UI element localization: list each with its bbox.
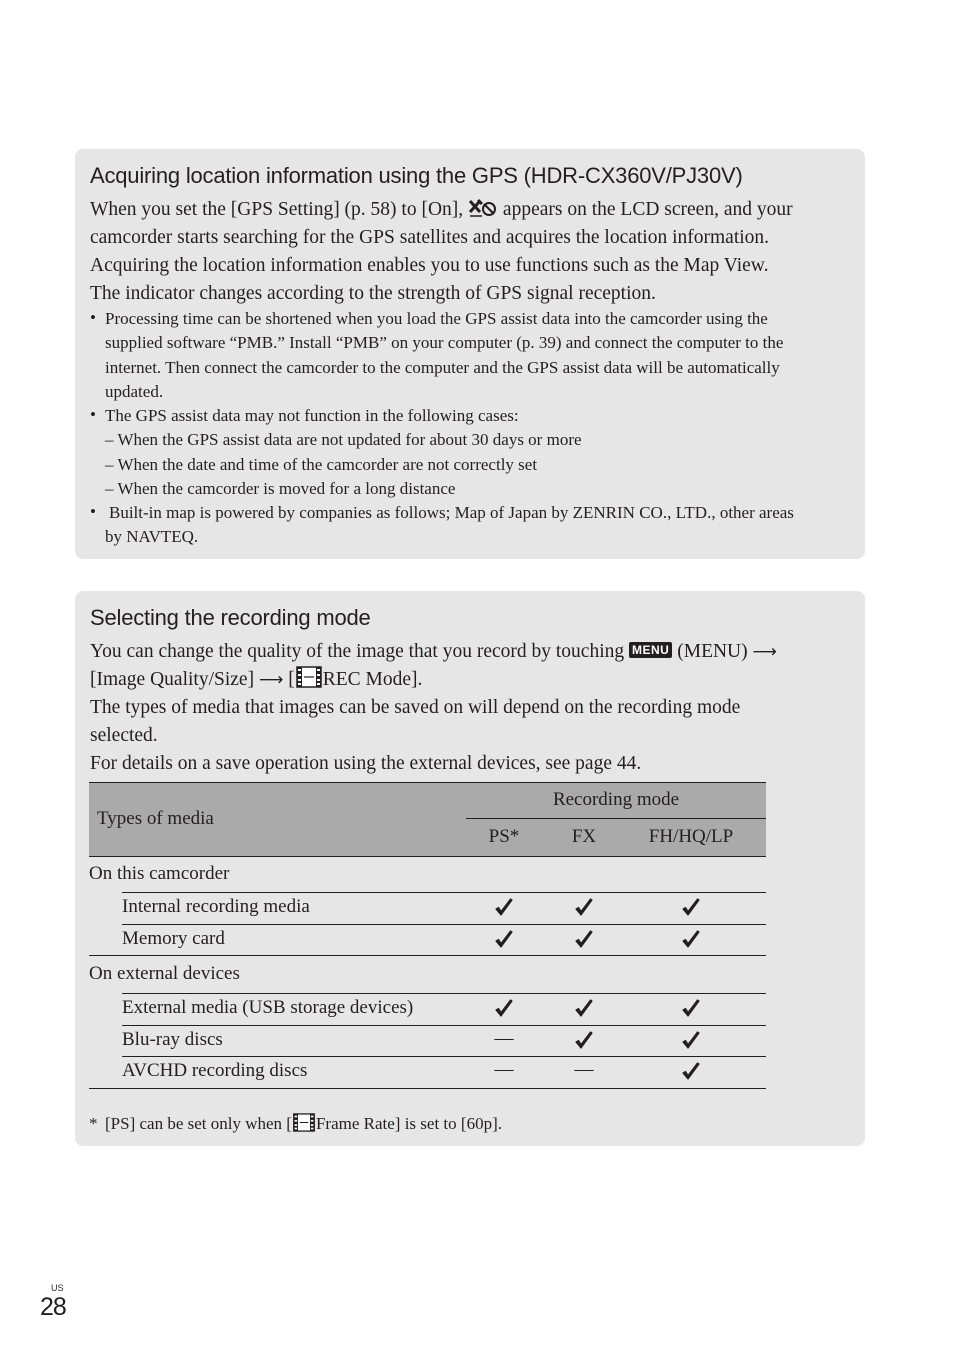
- row-rule: [122, 1056, 766, 1057]
- checkmark-icon: [494, 898, 514, 918]
- header-types-of-media: Types of media: [97, 808, 214, 829]
- rec-text: (MENU): [677, 641, 748, 662]
- checkmark-icon: [494, 999, 514, 1019]
- footnote-star: *: [89, 1114, 98, 1133]
- checkmark-icon: [681, 1031, 701, 1051]
- rec-line-1: [90, 638, 777, 666]
- gps-bullet-2: The GPS assist data may not function in the following cases:: [105, 406, 519, 425]
- film-movie-icon: [292, 1113, 316, 1132]
- gps-bullet-1-line-2: supplied software “PMB.” Install “PMB” on your computer (p. 39) and connect the computer to the: [105, 333, 784, 352]
- col-ps: PS*: [488, 826, 520, 847]
- gps-text: When you set the [GPS Setting] (p. 58) to [On],: [90, 199, 464, 220]
- header-divider: [466, 818, 766, 819]
- table-bottom-rule: [89, 1088, 766, 1089]
- not-supported-dash: —: [494, 1059, 514, 1080]
- footnote-text: Frame Rate] is set to [60p].: [315, 1114, 502, 1133]
- gps-searching-icon: [468, 198, 498, 218]
- arrow-right-icon: ⟶: [752, 642, 777, 662]
- row-rule: [122, 1025, 766, 1026]
- not-supported-dash: —: [494, 1028, 514, 1049]
- region-code: US: [51, 1283, 64, 1293]
- rec-line-2: [90, 666, 422, 694]
- rec-text: You can change the quality of the image that you record by touching: [90, 641, 625, 662]
- checkmark-icon: [681, 999, 701, 1019]
- row-rule: [122, 924, 766, 925]
- group-rule: [89, 955, 766, 956]
- gps-paragraph-4: The indicator changes according to the strength of GPS signal reception.: [90, 283, 656, 304]
- footnote-text: [PS] can be set only when [: [105, 1114, 292, 1133]
- checkmark-icon: [681, 930, 701, 950]
- gps-paragraph-1: [90, 196, 793, 224]
- gps-paragraph-3: Acquiring the location information enables you to use functions such as the Map View.: [90, 255, 769, 276]
- bullet-icon: •: [90, 308, 96, 327]
- checkmark-icon: [574, 898, 594, 918]
- checkmark-icon: [681, 1062, 701, 1082]
- checkmark-icon: [494, 930, 514, 950]
- row-memory-card: Memory card: [122, 928, 225, 949]
- not-supported-dash: —: [574, 1059, 594, 1080]
- rec-text: [Image Quality/Size]: [90, 669, 255, 690]
- menu-button-icon: MENU: [629, 642, 672, 658]
- film-movie-icon: [295, 666, 323, 688]
- col-fx: FX: [571, 826, 597, 847]
- row-internal-media: Internal recording media: [122, 896, 310, 917]
- checkmark-icon: [574, 999, 594, 1019]
- row-external-media: External media (USB storage devices): [122, 997, 414, 1018]
- header-bottom-rule: [89, 856, 766, 857]
- table-top-rule: [89, 782, 766, 783]
- rec-line-3: The types of media that images can be saved on will depend on the recording mode: [90, 697, 741, 718]
- rec-text: [: [288, 669, 295, 690]
- checkmark-icon: [681, 898, 701, 918]
- bullet-icon: •: [90, 502, 96, 521]
- gps-heading: Acquiring location information using the GPS (HDR-CX360V/PJ30V): [90, 163, 743, 188]
- row-rule: [122, 993, 766, 994]
- bullet-icon: •: [90, 405, 96, 424]
- gps-bullet-1-line-4: updated.: [105, 382, 164, 401]
- gps-paragraph-2: camcorder starts searching for the GPS satellites and acquires the location information.: [90, 227, 770, 248]
- gps-info-panel: [75, 149, 865, 559]
- checkmark-icon: [574, 930, 594, 950]
- row-bluray: Blu-ray discs: [122, 1029, 223, 1050]
- row-rule: [122, 892, 766, 893]
- rec-line-4: selected.: [90, 725, 158, 746]
- col-fh-hq-lp: FH/HQ/LP: [648, 826, 734, 847]
- page-number: 28: [40, 1293, 66, 1321]
- arrow-right-icon: ⟶: [258, 670, 284, 690]
- footnote: [105, 1112, 502, 1136]
- row-avchd: AVCHD recording discs: [122, 1060, 308, 1081]
- rec-text: REC Mode].: [322, 669, 423, 690]
- header-recording-mode: Recording mode: [552, 789, 680, 810]
- gps-text: appears on the LCD screen, and your: [502, 199, 793, 220]
- gps-case-1: – When the GPS assist data are not updated for about 30 days or more: [105, 430, 582, 449]
- gps-case-2: – When the date and time of the camcorder are not correctly set: [105, 455, 538, 474]
- group-label-external: On external devices: [89, 963, 240, 984]
- gps-bullet-3-line-1: Built-in map is powered by companies as follows; Map of Japan by ZENRIN CO., LTD., other areas: [109, 503, 794, 522]
- checkmark-icon: [574, 1031, 594, 1051]
- rec-heading: Selecting the recording mode: [90, 605, 371, 630]
- gps-bullet-1-line-1: Processing time can be shortened when you load the GPS assist data into the camcorder using the: [105, 309, 768, 328]
- group-label-camcorder: On this camcorder: [89, 863, 230, 884]
- gps-case-3: – When the camcorder is moved for a long distance: [105, 479, 456, 498]
- gps-bullet-3-line-2: by NAVTEQ.: [105, 527, 199, 546]
- rec-line-5: For details on a save operation using the external devices, see page 44.: [90, 753, 642, 774]
- gps-bullet-1-line-3: internet. Then connect the camcorder to the computer and the GPS assist data will be automatically: [105, 358, 780, 377]
